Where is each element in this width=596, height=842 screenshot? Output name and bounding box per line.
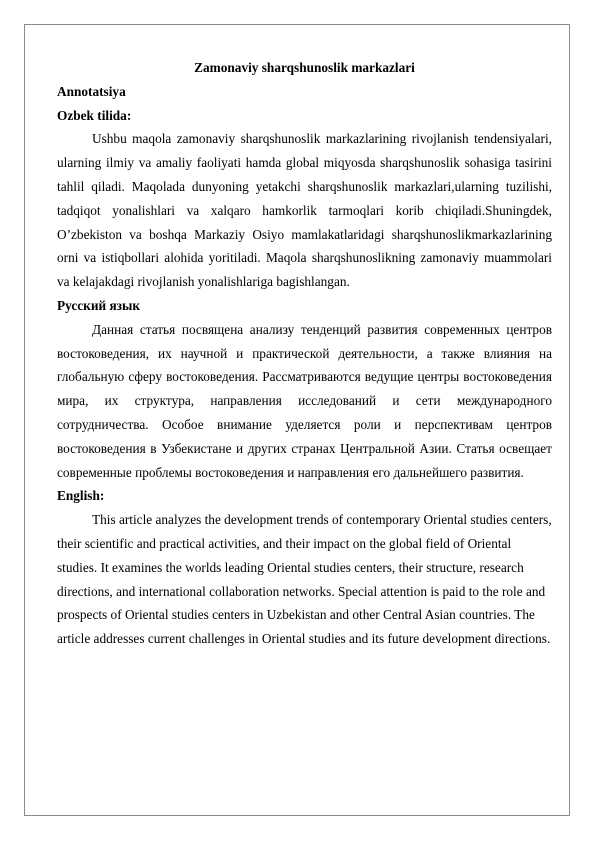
uzbek-heading: Ozbek tilida: bbox=[57, 107, 132, 123]
russian-abstract: Данная статья посвящена анализу тенденций развития современных центров востоковедения, их научной и практической деятельности, а также влияния на глобальную сферу востоковедения. Рассматриваются ведущие центры востоковедения мира, их структура, направления исследований и сети международного сотрудничества. Особое внимание уделяется роли и перспективам центров востоковедения в Узбекистане и других странах Центральной Азии. Статья освещает современные проблемы востоковедения и направления его дальнейшего развития. bbox=[57, 321, 552, 480]
english-abstract: This article analyzes the development trends of contemporary Oriental studies centers, their scientific and practical activities, and their impact on the global field of Oriental studies. It examines the worlds leading Oriental studies centers, their structure, research directions, and international collaboration networks. Special attention is paid to the role and prospects of Oriental studies centers in Uzbekistan and other Central Asian countries. The article addresses current challenges in Oriental studies and its future development directions. bbox=[57, 512, 552, 647]
english-heading: English: bbox=[57, 488, 105, 504]
russian-heading: Русский язык bbox=[57, 297, 141, 313]
document-title: Zamonaviy sharqshunoslik markazlari bbox=[194, 60, 415, 75]
annotation-heading: Annotatsiya bbox=[57, 83, 126, 99]
uzbek-abstract: Ushbu maqola zamonaviy sharqshunoslik markazlarining rivojlanish tendensiyalari, ularning ilmiy va amaliy faoliyati hamda global miqyosda sharqshunoslik sohasiga tasirini tahlil qiladi. Maqolada dunyoning yetakchi sharqshunoslik markazlari,ularning tuzilishi, tadqiqot yonalishlari va xalqaro hamkorlik tarmoqlari korib chiqiladi.Shuningdek, O’zbekiston va boshqa Markaziy Osiyo mamlakatlaridagi sharqshunoslikmarkazlarining orni va istiqbollari alohida yoritiladi. Maqola sharqshunoslikning zamonaviy muammolari va kelajakdagi rivojlanish yonalishlariga bagishlangan. bbox=[57, 131, 552, 290]
document-body bbox=[57, 56, 552, 651]
